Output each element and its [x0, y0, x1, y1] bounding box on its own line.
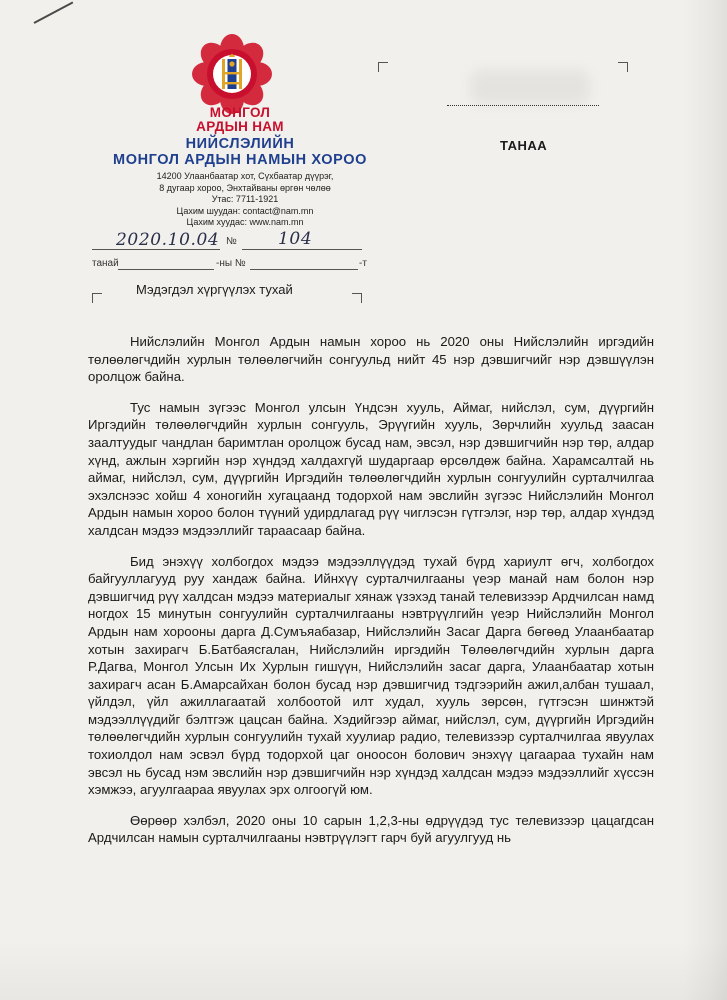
reference-row-date [92, 229, 392, 252]
corner-mark [92, 293, 102, 303]
redacted-area [470, 70, 590, 104]
soyombo-emblem-icon [190, 32, 274, 116]
address-line: 8 дугаар хороо, Энхтайваны өргөн чөлөө [159, 182, 331, 193]
recipient-line [447, 105, 599, 106]
corner-mark [352, 293, 362, 303]
committee-line-2: МОНГОЛ АРДЫН НАМЫН ХОРОО [113, 152, 367, 168]
letterhead [90, 106, 390, 229]
party-name-line-2: АРДЫН НАМ [196, 119, 284, 134]
subject-line: Мэдэгдэл хүргүүлэх тухай [136, 282, 293, 297]
handwritten-number: 104 [278, 229, 313, 249]
yours-number-line [250, 269, 358, 270]
party-name-line-1: МОНГОЛ [209, 105, 271, 120]
reference-row-yours [92, 256, 392, 274]
scan-shadow-bottom [0, 940, 727, 1000]
recipient-label: ТАНАА [500, 138, 548, 153]
corner-mark [378, 62, 388, 72]
yours-label: танай [92, 258, 119, 269]
committee-name [90, 136, 390, 168]
phone-line: Утас: 7711-1921 [211, 194, 279, 204]
website-line: Цахим хуудас: www.nam.mn [186, 217, 304, 227]
pen-mark [34, 1, 74, 23]
handwritten-date: 2020.10.04 [116, 230, 220, 250]
of-number-label: -ны № [216, 258, 246, 269]
committee-line-1: НИЙСЛЭЛИЙН [185, 136, 295, 152]
number-line [242, 249, 362, 250]
body-paragraph: Бид энэхүү холбогдох мэдээ мэдээллүүдэд тухай бүрд хариулт өгч, холбогдох байгууллагууд руу хандаж байна. Ийнхүү сурталчилгааны үеэр манай нам болон нэр дэвшигчид рүү халдсан мэдээ материалыг хянаж үзэхэд танай телевизээр Ардчилсан намд ногдох 15 минутын сонгуулийн сурталчилгааны нэвтрүүлгийн үеэр Нийслэлийн Монгол Ардын нам хорооны дарга Д.Сумъяабазар, Нийслэлийн Засаг Дарга бөгөөд Улаанбаатар хотын захирагч Б.Батбаясгалан, Нийслэлийн иргэдийн Төлөөлөгчдийн хурлын дарга Р.Дагва, Монгол Улсын Их Хурлын гишүүн, Нийслэлийн засаг дарга, Улаанбаатар хотын захирагч асан Б.Амарсайхан болон бусад нэр дэвшигчид тэдгээрийн ажил,албан тушаал, үйлдэл, үйл ажиллагаатай холбоотой илт худал, хууль зөрсөн, гүтгэсэн шинжтэй мэдээллүүдийг бэлтгэж цацсан байна. Хэдийгээр аймаг, нийслэл, сум, дүүргийн Иргэдийн төлөөлөгчдийн хурлын сонгуулийн тухай хуулиар радио, телевизээр сурталчилгаа явуулах тохиолдол нам эсвэл бүрд тодорхой цаг оноосон болович энэхүү цагаараа тухайн нам эвсэл нь бусад нэм эвслийн нэр дэвшигчийн нэр хүндэд халдсан мэдээ мэдээллийг хүссэн хэмжээ, агуулгаараа явуулах эрх олгоогүй юм. [88, 553, 654, 798]
scan-shadow [683, 0, 727, 1000]
address-line: 14200 Улаанбаатар хот, Сүхбаатар дүүрэг, [156, 171, 334, 181]
body-paragraph: Нийслэлийн Монгол Ардын намын хороо нь 2020 оны Нийслэлийн иргэдийн төлөөлөгчдийн хурлын төлөөлөгчийн сонгуульд нийт 45 нэр дэвшигчийг нэр дэвшүүлэн оролцож байна. [88, 334, 654, 385]
body-paragraph: Тус намын зүгээс Монгол улсын Үндсэн хууль, Аймаг, нийслэл, сум, дүүргийн Иргэдийн төлөөлөгчдийн хурлын сонгууль, Эрүүгийн хууль, Зөрчлийн хуульд заасан заалтуудыг чандлан баримтлан оролцож бусад нам, эвсэл, нэр дэвшигчийн нэр төр, алдар хүнд, ажлын хэргийн нэр хүндэд халдахгүй шударгаар өрсөлдөж байна. Харамсалтай нь аймаг, нийслэл, сум, дүүргийн Иргэдийн төлөөлөгчдийн хурлын сонгуулийн сурталчилгаа эхэлснээс хойш 4 хоногийн хугацаанд тодорхой нам эвслийн зүгээс Нийслэлийн Монгол Ардын намын хороо болон түүний удирдлагад рүү чиглэсэн гүтгэлэг, нэр төр, алдар хүндэд халдсан мэдээ мэдээллийг тараасаар байна. [88, 399, 654, 538]
letter-body [88, 333, 654, 860]
corner-mark [618, 62, 628, 72]
number-mark: № [226, 236, 237, 247]
address-block [90, 171, 390, 229]
yours-line [118, 269, 214, 270]
to-label: -т [359, 258, 367, 269]
email-line: Цахим шуудан: contact@nam.mn [176, 205, 314, 216]
body-paragraph: Өөрөөр хэлбэл, 2020 оны 10 сарын 1,2,3-ны өдрүүдэд тус телевизээр цацагдсан Ардчилсан намын сурталчилгааны нэвтрүүлэгт гарч буй агуулгууд нь [88, 812, 654, 846]
